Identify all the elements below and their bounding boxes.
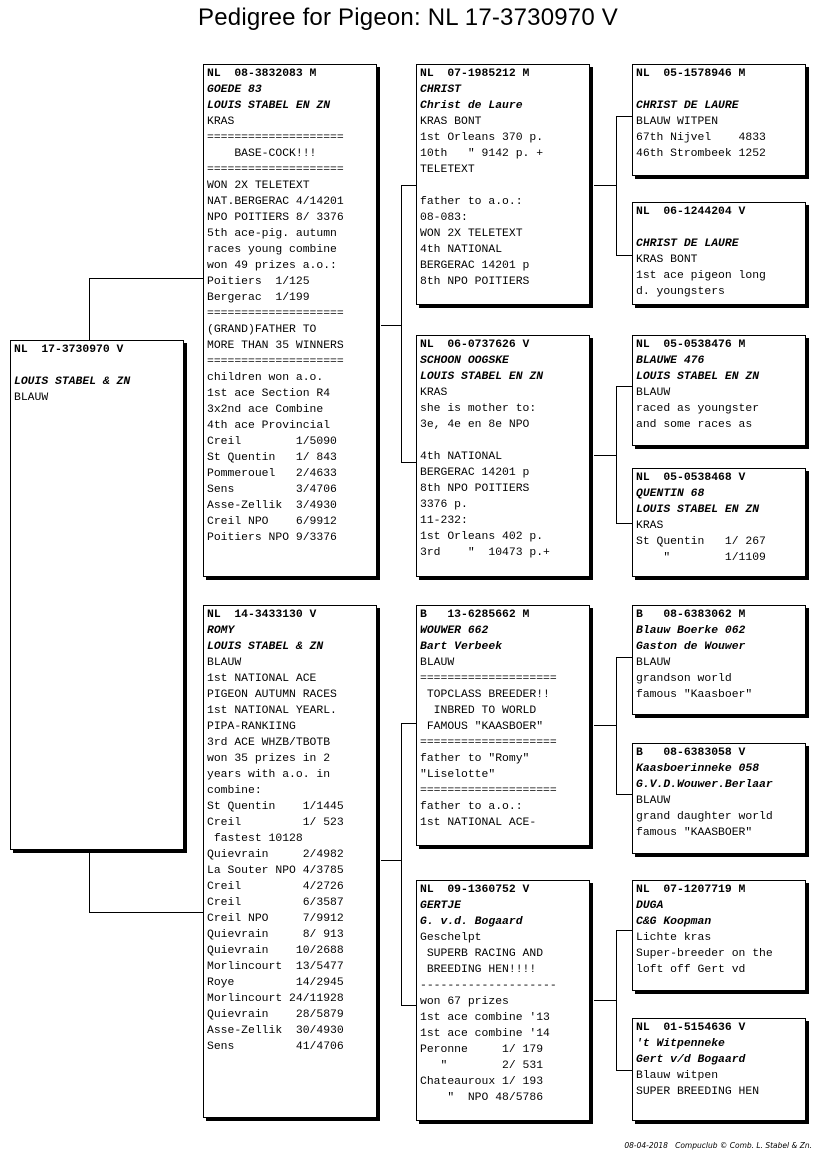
info-line: 1st ace combine '14: [420, 1028, 550, 1040]
connector-line: [594, 455, 616, 456]
info-line: ====================: [207, 132, 344, 144]
info-line: grand daughter world: [636, 811, 773, 823]
info-line: 8th NPO POITIERS: [420, 276, 530, 288]
info-line: NAT.BERGERAC 4/14201: [207, 196, 344, 208]
info-line: 10th " 9142 p. +: [420, 148, 544, 160]
info-line: "Liselotte": [420, 769, 496, 781]
info-line: Quievrain 2/4982: [207, 849, 344, 861]
info-line: 1st NATIONAL ACE-: [420, 817, 537, 829]
pigeon-name-line: WOUWER 662: [420, 625, 489, 637]
info-line: Creil 1/ 523: [207, 817, 344, 829]
info-line: SUPERB RACING AND: [420, 948, 544, 960]
info-line: BLAUW: [14, 392, 49, 404]
footer-credit: [624, 1141, 812, 1150]
info-line: [420, 433, 586, 449]
info-line: SUPER BREEDING HEN: [636, 1086, 760, 1098]
info-line: grandson world: [636, 673, 732, 685]
pigeon-name-line: Gaston de Wouwer: [636, 641, 746, 653]
info-line: 46th Strombeek 1252: [636, 148, 766, 160]
info-line: BLAUW: [636, 657, 671, 669]
info-line: WON 2X TELETEXT: [207, 180, 310, 192]
info-line: 67th Nijvel 4833: [636, 132, 766, 144]
connector-line: [89, 912, 204, 913]
info-line: 3376 p.: [420, 499, 468, 511]
info-line: Pommerouel 2/4633: [207, 468, 337, 480]
connector-line: [401, 185, 417, 186]
info-line: KRAS BONT: [420, 116, 482, 128]
info-line: [636, 82, 802, 98]
ring-number: B 08-6383058 V: [636, 747, 746, 759]
info-line: Sens 3/4706: [207, 484, 337, 496]
connector-line: [89, 278, 90, 341]
pigeon-name-line: CHRIST DE LAURE: [636, 238, 739, 250]
pigeon-name-line: LOUIS STABEL EN ZN: [420, 371, 544, 383]
info-line: Creil 4/2726: [207, 881, 344, 893]
ring-number: NL 07-1985212 M: [420, 68, 530, 80]
connector-line: [616, 930, 617, 1071]
info-line: Poitiers 1/125: [207, 276, 310, 288]
connector-line: [594, 725, 616, 726]
info-line: ====================: [420, 737, 557, 749]
info-line: 1st ace combine '13: [420, 1012, 550, 1024]
pigeon-name-line: Bart Verbeek: [420, 641, 503, 653]
info-line: father to "Romy": [420, 753, 530, 765]
pigeon-name-line: G. v.d. Bogaard: [420, 916, 523, 928]
info-line: 1st ace Section R4: [207, 388, 331, 400]
connector-line: [381, 325, 401, 326]
info-line: (GRAND)FATHER TO: [207, 324, 317, 336]
pigeon-card-sire-sire[interactable]: [416, 64, 590, 305]
pigeon-name-line: LOUIS STABEL EN ZN: [207, 100, 331, 112]
info-line: Quievrain 10/2688: [207, 945, 344, 957]
footer-date: 08-04-2018: [624, 1141, 668, 1150]
pigeon-name-line: LOUIS STABEL EN ZN: [636, 371, 760, 383]
pigeon-card-sire-sire-dam[interactable]: [632, 202, 806, 305]
info-line: TELETEXT: [420, 164, 475, 176]
info-line: Bergerac 1/199: [207, 292, 310, 304]
info-line: MORE THAN 35 WINNERS: [207, 340, 344, 352]
info-line: Lichte kras: [636, 932, 712, 944]
info-line: BLAUW WITPEN: [636, 116, 719, 128]
footer-copyright: Compuclub © Comb. L. Stabel & Zn.: [675, 1141, 812, 1150]
info-line: Geschelpt: [420, 932, 482, 944]
info-line: Super-breeder on the: [636, 948, 773, 960]
info-line: " 1/1109: [636, 552, 766, 564]
info-line: " 2/ 531: [420, 1060, 544, 1072]
info-line: Morlincourt 24/11928: [207, 993, 344, 1005]
connector-line: [616, 116, 617, 256]
pigeon-name-line: LOUIS STABEL & ZN: [207, 641, 324, 653]
pigeon-name-line: LOUIS STABEL EN ZN: [636, 504, 760, 516]
info-line: BERGERAC 14201 p: [420, 467, 530, 479]
info-line: ====================: [207, 356, 344, 368]
ring-number: B 13-6285662 M: [420, 609, 530, 621]
info-line: years with a.o. in: [207, 769, 331, 781]
info-line: ====================: [420, 785, 557, 797]
pigeon-card-sire-dam[interactable]: [416, 335, 590, 577]
info-line: BREEDING HEN!!!!: [420, 964, 537, 976]
info-line: Creil NPO 7/9912: [207, 913, 344, 925]
info-line: St Quentin 1/ 843: [207, 452, 337, 464]
page-title: Pedigree for Pigeon: NL 17-3730970 V: [198, 4, 618, 31]
connector-line: [401, 723, 417, 724]
pigeon-name-line: LOUIS STABEL & ZN: [14, 376, 131, 388]
info-line: 4th NATIONAL: [420, 451, 503, 463]
info-line: won 49 prizes a.o.:: [207, 260, 337, 272]
info-line: KRAS: [636, 520, 664, 532]
pigeon-name-line: CHRIST DE LAURE: [636, 100, 739, 112]
pigeon-name-line: Christ de Laure: [420, 100, 523, 112]
info-line: 5th ace-pig. autumn: [207, 228, 337, 240]
pigeon-name-line: BLAUWE 476: [636, 355, 705, 367]
ring-number: NL 05-1578946 M: [636, 68, 746, 80]
ring-number: B 08-6383062 M: [636, 609, 746, 621]
ring-number: NL 14-3433130 V: [207, 609, 317, 621]
info-line: Chateauroux 1/ 193: [420, 1076, 544, 1088]
info-line: 1st ace pigeon long: [636, 270, 766, 282]
info-line: ====================: [207, 308, 344, 320]
info-line: Asse-Zellik 3/4930: [207, 500, 337, 512]
info-line: --------------------: [420, 980, 557, 992]
pigeon-card-subject[interactable]: [10, 340, 184, 850]
ring-number: NL 07-1207719 M: [636, 884, 746, 896]
connector-line: [616, 255, 633, 256]
connector-line: [616, 657, 617, 795]
info-line: " NPO 48/5786: [420, 1092, 544, 1104]
info-line: [636, 220, 802, 236]
info-line: Peronne 1/ 179: [420, 1044, 544, 1056]
info-line: 4th ace Provincial: [207, 420, 331, 432]
pigeon-name-line: Gert v/d Bogaard: [636, 1054, 746, 1066]
ring-number: NL 05-0538476 M: [636, 339, 746, 351]
connector-line: [616, 930, 633, 931]
connector-line: [594, 185, 616, 186]
info-line: PIGEON AUTUMN RACES: [207, 689, 337, 701]
connector-line: [401, 462, 417, 463]
info-line: d. youngsters: [636, 286, 725, 298]
ring-number: NL 01-5154636 V: [636, 1022, 746, 1034]
pigeon-name-line: QUENTIN 68: [636, 488, 705, 500]
info-line: races young combine: [207, 244, 337, 256]
info-line: father to a.o.:: [420, 196, 523, 208]
pigeon-name-line: GOEDE 83: [207, 84, 262, 96]
info-line: INBRED TO WORLD: [420, 705, 537, 717]
info-line: NPO POITIERS 8/ 3376: [207, 212, 344, 224]
info-line: 11-232:: [420, 515, 468, 527]
info-line: father to a.o.:: [420, 801, 523, 813]
connector-line: [616, 1070, 633, 1071]
ring-number: NL 17-3730970 V: [14, 344, 124, 356]
connector-line: [616, 523, 633, 524]
info-line: famous "Kaasboer": [636, 689, 753, 701]
connector-line: [401, 1005, 417, 1006]
info-line: TOPCLASS BREEDER!!: [420, 689, 550, 701]
info-line: 3e, 4e en 8e NPO: [420, 419, 530, 431]
info-line: Poitiers NPO 9/3376: [207, 532, 337, 544]
pigeon-card-sire[interactable]: [203, 64, 377, 577]
info-line: raced as youngster: [636, 403, 760, 415]
ring-number: NL 06-0737626 V: [420, 339, 530, 351]
pigeon-card-dam-dam-dam[interactable]: [632, 1018, 806, 1121]
pigeon-card-dam-dam[interactable]: [416, 880, 590, 1121]
ring-number: NL 08-3832083 M: [207, 68, 317, 80]
info-line: 4th NATIONAL: [420, 244, 503, 256]
info-line: Asse-Zellik 30/4930: [207, 1025, 344, 1037]
info-line: ====================: [420, 673, 557, 685]
connector-line: [616, 386, 617, 524]
info-line: BASE-COCK!!!: [207, 148, 317, 160]
info-line: KRAS: [207, 116, 235, 128]
info-line: and some races as: [636, 419, 753, 431]
info-line: children won a.o.: [207, 372, 324, 384]
pigeon-name-line: Kaasboerinneke 058: [636, 763, 760, 775]
pigeon-name-line: DUGA: [636, 900, 664, 912]
info-line: Creil 1/5090: [207, 436, 337, 448]
info-line: Sens 41/4706: [207, 1041, 344, 1053]
info-line: Creil 6/3587: [207, 897, 344, 909]
connector-line: [616, 386, 633, 387]
pigeon-card-sire-dam-sire[interactable]: [632, 335, 806, 446]
pigeon-card-sire-sire-sire[interactable]: [632, 64, 806, 176]
info-line: ====================: [207, 164, 344, 176]
info-line: famous "KAASBOER": [636, 827, 753, 839]
connector-line: [89, 278, 204, 279]
pigeon-name-line: ROMY: [207, 625, 235, 637]
info-line: KRAS: [420, 387, 448, 399]
connector-line: [89, 849, 90, 912]
info-line: won 35 prizes in 2: [207, 753, 331, 765]
info-line: 1st Orleans 402 p.: [420, 531, 544, 543]
info-line: KRAS BONT: [636, 254, 698, 266]
pigeon-card-sire-dam-dam[interactable]: [632, 468, 806, 577]
info-line: FAMOUS "KAASBOER": [420, 721, 544, 733]
pigeon-card-dam-sire-sire[interactable]: [632, 605, 806, 715]
ring-number: NL 05-0538468 V: [636, 472, 746, 484]
info-line: BLAUW: [420, 657, 455, 669]
connector-line: [401, 185, 402, 463]
info-line: BERGERAC 14201 p: [420, 260, 530, 272]
pigeon-name-line: GERTJE: [420, 900, 462, 912]
pigeon-card-dam-sire[interactable]: [416, 605, 590, 846]
connector-line: [594, 1000, 616, 1001]
info-line: Creil NPO 6/9912: [207, 516, 337, 528]
info-line: [420, 178, 586, 194]
pigeon-name-line: CHRIST: [420, 84, 462, 96]
info-line: Quievrain 8/ 913: [207, 929, 344, 941]
info-line: 1st Orleans 370 p.: [420, 132, 544, 144]
info-line: BLAUW: [207, 657, 242, 669]
pigeon-name-line: Blauw Boerke 062: [636, 625, 746, 637]
info-line: 1st NATIONAL ACE: [207, 673, 317, 685]
pigeon-name-line: SCHOON OOGSKE: [420, 355, 509, 367]
pigeon-card-dam-dam-sire[interactable]: [632, 880, 806, 991]
info-line: fastest 10128: [207, 833, 303, 845]
pigeon-card-dam[interactable]: [203, 605, 377, 1118]
pigeon-name-line: C&G Koopman: [636, 916, 712, 928]
info-line: loft off Gert vd: [636, 964, 746, 976]
info-line: BLAUW: [636, 795, 671, 807]
info-line: won 67 prizes: [420, 996, 509, 1008]
info-line: PIPA-RANKIING: [207, 721, 296, 733]
connector-line: [616, 657, 633, 658]
pigeon-name-line: G.V.D.Wouwer.Berlaar: [636, 779, 773, 791]
info-line: 3rd ACE WHZB/TBOTB: [207, 737, 331, 749]
info-line: 8th NPO POITIERS: [420, 483, 530, 495]
connector-line: [381, 860, 401, 861]
info-line: 3x2nd ace Combine: [207, 404, 324, 416]
info-line: Blauw witpen: [636, 1070, 719, 1082]
info-line: 08-083:: [420, 212, 468, 224]
info-line: combine:: [207, 785, 262, 797]
info-line: St Quentin 1/1445: [207, 801, 344, 813]
pigeon-name-line: 't Witpenneke: [636, 1038, 725, 1050]
info-line: she is mother to:: [420, 403, 537, 415]
pigeon-card-dam-sire-dam[interactable]: [632, 743, 806, 854]
ring-number: NL 09-1360752 V: [420, 884, 530, 896]
info-line: Quievrain 28/5879: [207, 1009, 344, 1021]
info-line: WON 2X TELETEXT: [420, 228, 523, 240]
connector-line: [616, 116, 633, 117]
info-line: Morlincourt 13/5477: [207, 961, 344, 973]
info-line: BLAUW: [636, 387, 671, 399]
info-line: [14, 358, 180, 374]
info-line: 3rd " 10473 p.+: [420, 547, 550, 559]
info-line: Roye 14/2945: [207, 977, 344, 989]
connector-line: [401, 723, 402, 1006]
info-line: 1st NATIONAL YEARL.: [207, 705, 337, 717]
info-line: St Quentin 1/ 267: [636, 536, 766, 548]
connector-line: [616, 794, 633, 795]
ring-number: NL 06-1244204 V: [636, 206, 746, 218]
info-line: La Souter NPO 4/3785: [207, 865, 344, 877]
